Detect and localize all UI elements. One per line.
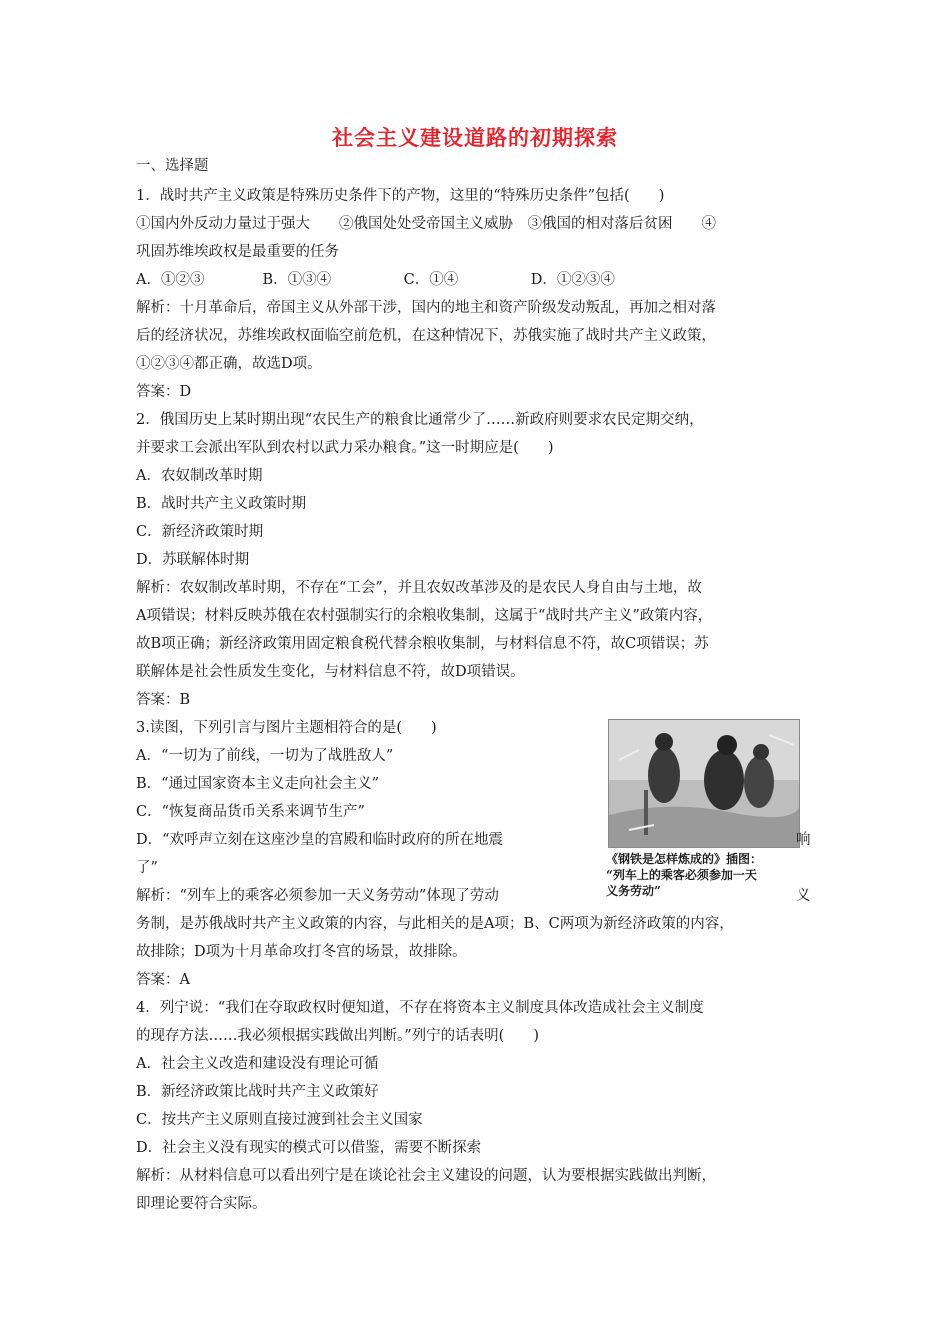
caption-line: 义务劳动” bbox=[606, 884, 661, 898]
text-line: 务制，是苏俄战时共产主义政策的内容，与此相关的是A项；B、C两项为新经济政策的内容， bbox=[136, 916, 734, 932]
text-line: 一、选择题 bbox=[136, 158, 209, 174]
text-line: D．苏联解体时期 bbox=[136, 552, 250, 568]
text-line: 的现存方法……我必须根据实践做出判断。”列宁的话表明( ) bbox=[136, 1028, 539, 1044]
text-line: 解析：农奴制改革时期，不存在“工会”，并且农奴改革涉及的是农民人身自由与土地，故 bbox=[136, 580, 702, 596]
text-line: 1．战时共产主义政策是特殊历史条件下的产物，这里的“特殊历史条件”包括( ) bbox=[136, 188, 665, 204]
text-line: 答案：B bbox=[136, 692, 191, 708]
text-line: 了” bbox=[136, 860, 158, 876]
text-line: 解析：从材料信息可以看出列宁是在谈论社会主义建设的问题，认为要根据实践做出判断， bbox=[136, 1168, 716, 1184]
text-line: C．按共产主义原则直接过渡到社会主义国家 bbox=[136, 1112, 423, 1128]
text-line: 后的经济状况，苏维埃政权面临空前危机，在这种情况下，苏俄实施了战时共产主义政策， bbox=[136, 328, 716, 344]
illustration-figure bbox=[608, 719, 800, 848]
text-line: 解析：“列车上的乘客必须参加一天义务劳动”体现了劳动 bbox=[136, 888, 499, 904]
text-line: 3.读图，下列引言与图片主题相符合的是( ) bbox=[136, 720, 437, 736]
text-line: B．“通过国家资本主义走向社会主义” bbox=[136, 776, 379, 792]
text-line: B．新经济政策比战时共产主义政策好 bbox=[136, 1084, 379, 1100]
text-line: A．“一切为了前线，一切为了战胜敌人” bbox=[136, 748, 394, 764]
caption-line: 《钢铁是怎样炼成的》插图： bbox=[606, 852, 763, 866]
text-line: 故排除；D项为十月革命攻打冬宫的场景，故排除。 bbox=[136, 944, 467, 960]
text-line: A．社会主义改造和建设没有理论可循 bbox=[136, 1056, 379, 1072]
text-line: 巩固苏维埃政权是最重要的任务 bbox=[136, 244, 339, 260]
line-fragment-xiang: 响 bbox=[796, 832, 811, 848]
document-title: 社会主义建设道路的初期探索 bbox=[332, 126, 618, 150]
text-line: 2．俄国历史上某时期出现“农民生产的粮食比通常少了……新政府则要求农民定期交纳， bbox=[136, 412, 704, 428]
text-line: 并要求工会派出军队到农村以武力采办粮食。”这一时期应是( ) bbox=[136, 440, 554, 456]
text-line: D．社会主义没有现实的模式可以借鉴，需要不断探索 bbox=[136, 1140, 482, 1156]
text-line: B．战时共产主义政策时期 bbox=[136, 496, 307, 512]
text-line: 答案：D bbox=[136, 384, 192, 400]
text-line: 解析：十月革命后，帝国主义从外部干涉，国内的地主和资产阶级发动叛乱，再加之相对落 bbox=[136, 300, 716, 316]
caption-line: “列车上的乘客必须参加一天 bbox=[606, 868, 757, 882]
text-line: A．①②③ B．①③④ C．①④ D．①②③④ bbox=[136, 272, 615, 288]
text-line: D．“欢呼声立刻在这座沙皇的宫殿和临时政府的所在地震 bbox=[136, 832, 504, 848]
text-line: 联解体是社会性质发生变化，与材料信息不符，故D项错误。 bbox=[136, 664, 525, 680]
line-fragment-yi: 义 bbox=[796, 888, 811, 904]
text-line: ①国内外反动力量过于强大 ②俄国处处受帝国主义威胁 ③俄国的相对落后贫困 ④ bbox=[136, 216, 716, 232]
text-line: 4．列宁说：“我们在夺取政权时便知道，不存在将资本主义制度具体改造成社会主义制度 bbox=[136, 1000, 704, 1016]
text-line: C．新经济政策时期 bbox=[136, 524, 264, 540]
text-line: 故B项正确；新经济政策用固定粮食税代替余粮收集制，与材料信息不符，故C项错误；苏 bbox=[136, 636, 709, 652]
text-line: ①②③④都正确，故选D项。 bbox=[136, 356, 322, 372]
illustration-image bbox=[609, 720, 799, 847]
text-line: A项错误；材料反映苏俄在农村强制实行的余粮收集制，这属于“战时共产主义”政策内容， bbox=[136, 608, 713, 624]
text-line: A．农奴制改革时期 bbox=[136, 468, 263, 484]
text-line: C．“恢复商品货币关系来调节生产” bbox=[136, 804, 365, 820]
text-line: 即理论要符合实际。 bbox=[136, 1196, 267, 1212]
text-line: 答案：A bbox=[136, 972, 190, 988]
